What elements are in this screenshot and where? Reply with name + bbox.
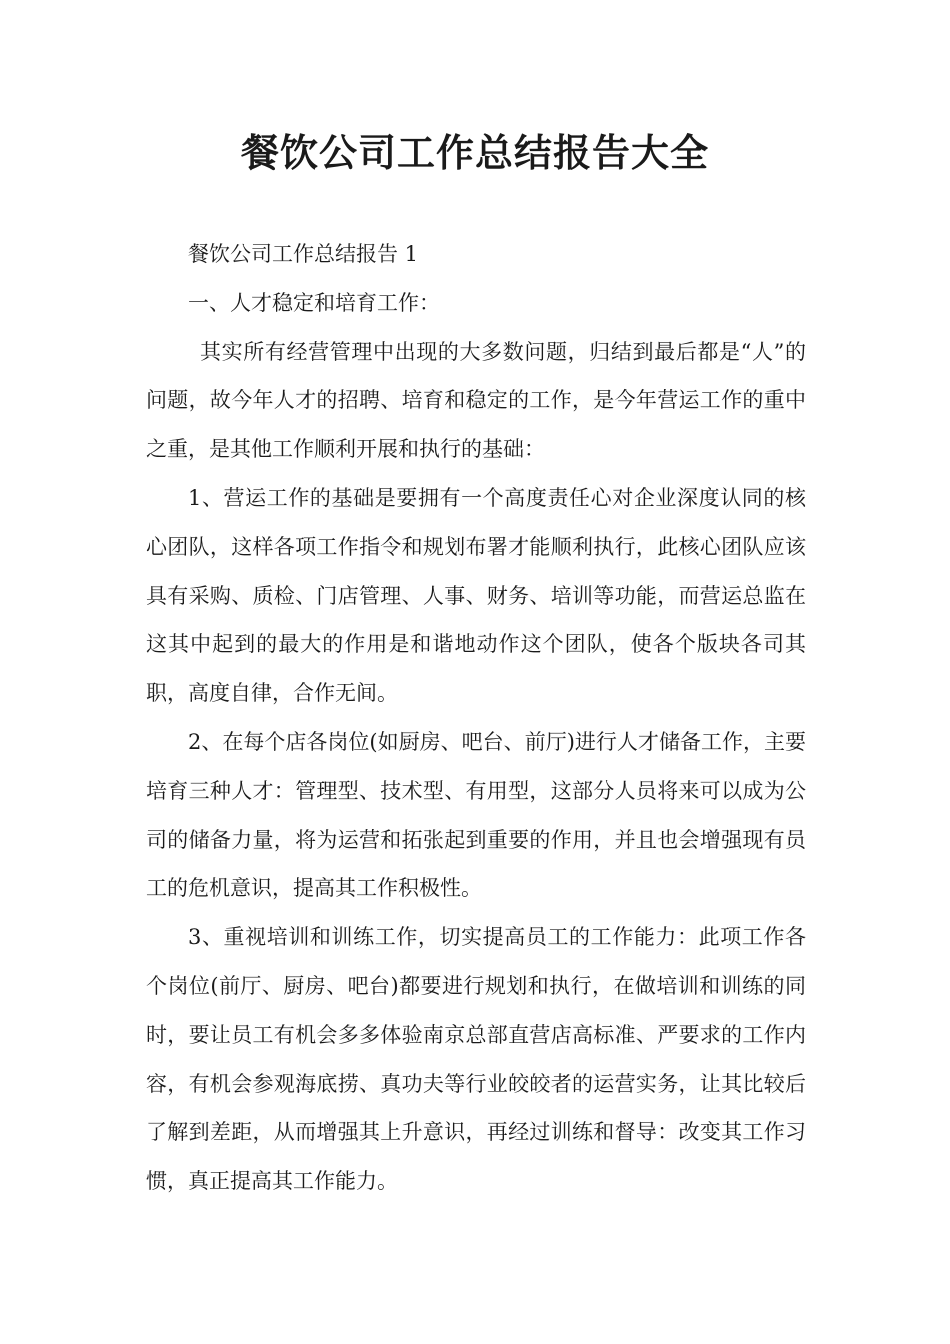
paragraph-intro: 其实所有经营管理中出现的大多数问题，归结到最后都是“人”的问题，故今年人才的招聘、培育和稳定的工作，是今年营运工作的重中之重，是其他工作顺利开展和执行的基础： bbox=[146, 339, 806, 462]
report-subtitle: 餐饮公司工作总结报告 1 bbox=[188, 242, 419, 266]
paragraph-item-2: 2、在每个店各岗位(如厨房、吧台、前厅)进行人才储备工作，主要培育三种人才：管理型、技术型、有用型，这部分人员将来可以成为公司的储备力量，将为运营和拓张起到重要的作用，并且也会增强现有员工的危机意识，提高其工作积极性。 bbox=[146, 729, 806, 901]
paragraph-item-1: 1、营运工作的基础是要拥有一个高度责任心对企业深度认同的核心团队，这样各项工作指令和规划布署才能顺利执行，此核心团队应该具有采购、质检、门店管理、人事、财务、培训等功能，而营运总监在这其中起到的最大的作用是和谐地动作这个团队，使各个版块各司其职，高度自律，合作无间。 bbox=[146, 485, 806, 706]
paragraph-item-3: 3、重视培训和训练工作，切实提高员工的工作能力：此项工作各个岗位(前厅、厨房、吧台)都要进行规划和执行，在做培训和训练的同时，要让员工有机会多多体验南京总部直营店高标准、严要求的工作内容，有机会参观海底捞、真功夫等行业皎皎者的运营实务，让其比较后了解到差距，从而增强其上升意识，再经过训练和督导：改变其工作习惯，真正提高其工作能力。 bbox=[146, 925, 806, 1194]
document-body bbox=[146, 230, 806, 1206]
section-heading: 一、人才稳定和培育工作： bbox=[188, 290, 440, 315]
document-title: 餐饮公司工作总结报告大全 bbox=[240, 131, 709, 175]
